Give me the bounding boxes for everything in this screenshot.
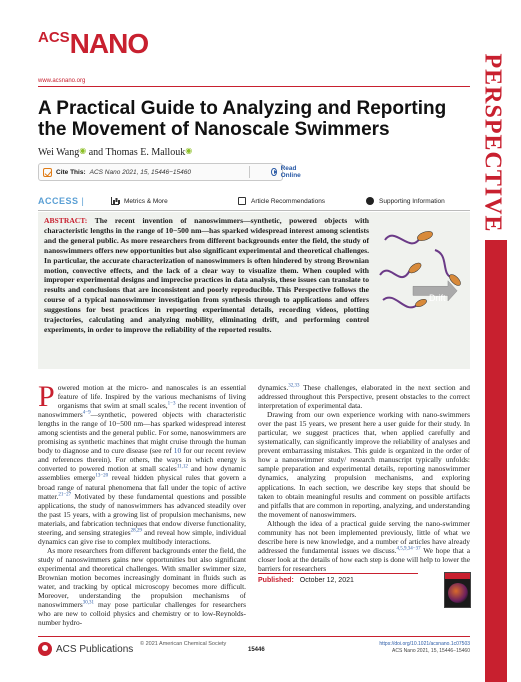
access-label: ACCESS: [38, 196, 79, 206]
journal-cover-image[interactable]: [444, 572, 471, 608]
play-icon: [271, 168, 277, 176]
citation-link[interactable]: 10: [173, 446, 182, 456]
body-paragraph: Drawing from our own experience working with nano-swimmers over the past 15 years, we present here a user guide for their study. In particular, we suggest practices that, when applied carefully and systematically, can significantly improve the reliability of analyses and prevent embarrassing mistakes. This guide is organized in the order of how a nanoswimmer study/ research manuscript typically unfolds: sample preparation and experimental details, reporting nanoswimmer dynamics, analyzing propulsion mechanisms, and exploring applications. In each section, we describe key steps that should be taken to obtain meaningful results and comment on possible artifacts and pitfalls that are common in reporting, analyzing, and understanding the movement of nanoswimmers.: [258, 410, 470, 519]
footer-rule: [38, 636, 470, 637]
orcid-icon[interactable]: ◉: [79, 146, 87, 155]
recommendations-button[interactable]: Article Recommendations: [238, 197, 325, 205]
citation-link[interactable]: 28,29: [130, 528, 142, 534]
published-rule: [258, 573, 418, 574]
acs-icon: [38, 642, 52, 656]
doi-link[interactable]: https://doi.org/10.1021/acsnano.1c07503: [379, 641, 470, 647]
author-name[interactable]: Thomas E. Mallouk: [105, 147, 186, 158]
abstract-panel: [38, 212, 470, 369]
citation-link[interactable]: 1−3: [167, 401, 176, 407]
author-name[interactable]: Wei Wang: [38, 147, 80, 158]
body-paragraph: dynamics.$^{32,33}$ These challenges, elaborated in the next section and addressed throughout this Perspective, present obstacles to the correct interpretation of experimental data.: [258, 383, 470, 411]
citation-link[interactable]: 11,12: [176, 464, 188, 470]
doi-reference: ACS Nano 2021, 15, 15446−15460: [392, 648, 470, 654]
copyright: © 2021 American Chemical Society: [140, 641, 227, 647]
body-paragraph: Although the idea of a practical guide serving the nano-swimmer community has not been implemented previously, little of what we describe here is new knowledge, and a number of articles have already addressed the fundamental issues we discuss.$^{4,5,9,34-37}$ We hope that a closer look at the details of how each step is done will help to lower the barriers for researchers: [258, 518, 470, 573]
orcid-icon[interactable]: ◉: [185, 146, 193, 155]
cite-reference[interactable]: ACS Nano 2021, 15, 15446−15460: [89, 168, 192, 176]
supporting-info-button[interactable]: Supporting Information: [366, 197, 445, 205]
cite-bar: [38, 163, 301, 181]
section-banner: PERSPECTIVE: [479, 53, 506, 233]
body-column-right: [258, 383, 470, 573]
abstract-text: ABSTRACT: The recent invention of nanoswimmers—synthetic, powered objects with characteristic lengths in the range of 10−500 nm—has sparked widespread interest among scientists and the general public. As more researchers from different backgrounds enter the field, the study of nanoswimmers offers new opportunities but also significant experimental and theoretical challenges. In particular, the accurate characterization of nanoswimmers is often hindered by strong Brownian motion, convective effects, and the lack of a clear way to visualize them. When coupled with improper experimental designs and imprecise practices in data analysis, these issues can translate to results and conclusions that are inconsistent and poorly reproducible. This Perspective follows the course of a typical nanoswimmer investigation from synthesis through to applications and offers suggestions for best practices in reporting experimental details, recording videos, plotting trajectories, calculating and analyzing mobility, eliminating drift, and performing control experiments, in order to improve the reliability of the reported results.: [44, 216, 369, 334]
section-stripe: [485, 240, 507, 682]
journal-url[interactable]: www.acsnano.org: [38, 78, 86, 84]
page-number: 15446: [248, 647, 265, 653]
divider: [249, 166, 250, 178]
citation-link[interactable]: 4−9: [82, 410, 91, 416]
citation-link[interactable]: 13−20: [95, 474, 109, 479]
body-paragraph: As more researchers from different backgrounds enter the field, the study of nanoswimmers gains new opportunities but also significant experimental and theoretical challenges. With smaller swimmer size, Brownian motion becomes increasingly dominant in fluids such as water, and tracking by optical microscopy becomes more difficult. Moreover, understanding the propulsion mechanisms of nanoswimmers$^{30,31}$ may pose particular challenges for researchers who are new to colloid physics and chemistry or to low-Reynolds-number hydro-: [38, 545, 246, 628]
body-column-left: [38, 380, 247, 628]
citation-link[interactable]: 4,5,9,34−37: [396, 546, 421, 552]
body-paragraph: Powered motion at the micro- and nanoscales is an essential feature of life. Inspired by the various mechanisms of living organisms that swim at small scales,$^{1-3}$ the recent invention of nanoswimmers$^{4-9}$—synthetic, powered objects with characteristic lengths in the range of 10−500 nm—has sparked widespread interest among scientists and the general public. For some, nanoswimmers are promising as synthetic machines that might cruise through the human body to diagnose and to cure disease (see ref 10 for our recent review and references therein). For others, the ways in which energy is converted to powered motion at small scales$^{11,12}$ and how dynamic assemblies emerge$^{13-20}$ reveal hidden physical rules that govern a broad range of natural phenomena that fall under the topic of active matter.$^{21-27}$ Motivated by these fundamental questions and possible applications, the study of nanoswimmers has advanced steadily over the past 15 years, with a growing list of propulsion mechanisms, new materials, and fabrication techniques that endow diverse functionality, steering, and sensing strategies$^{28,29}$ and reveal how simple, individual dynamics can give rise to complex multibody interactions.: [38, 380, 247, 546]
citation-link[interactable]: 32,33: [288, 383, 300, 389]
metrics-button[interactable]: Metrics & More: [111, 197, 168, 205]
toc-graphic: [375, 220, 465, 325]
article-title: A Practical Guide to Analyzing and Reporting the Movement of Nanoscale Swimmers: [38, 98, 447, 140]
author-list: Wei Wang◉ and Thomas E. Mallouk◉: [38, 146, 193, 158]
read-online-button[interactable]: Read Online: [271, 164, 303, 180]
header-rule: [38, 86, 470, 87]
citation-link[interactable]: 30,31: [82, 600, 94, 606]
cite-label: Cite This:: [56, 168, 86, 176]
access-rule: [38, 210, 470, 211]
bar-chart-icon: [111, 197, 119, 205]
journal-logo[interactable]: $^{ACS}$NANO: [38, 28, 149, 59]
document-icon: [238, 197, 246, 205]
info-icon: [366, 197, 374, 205]
access-divider: |: [81, 196, 84, 206]
check-icon: [43, 168, 52, 177]
access-bar: [38, 193, 470, 209]
citation-link[interactable]: 21−27: [58, 492, 72, 498]
abstract-label: ABSTRACT:: [44, 216, 88, 225]
toc-drift-label: Drift: [429, 293, 446, 303]
drop-cap: P: [38, 380, 55, 413]
published-date: Published: October 12, 2021: [258, 577, 354, 584]
doi-block: [379, 641, 470, 655]
publisher-logo[interactable]: ACS Publications: [38, 642, 133, 656]
